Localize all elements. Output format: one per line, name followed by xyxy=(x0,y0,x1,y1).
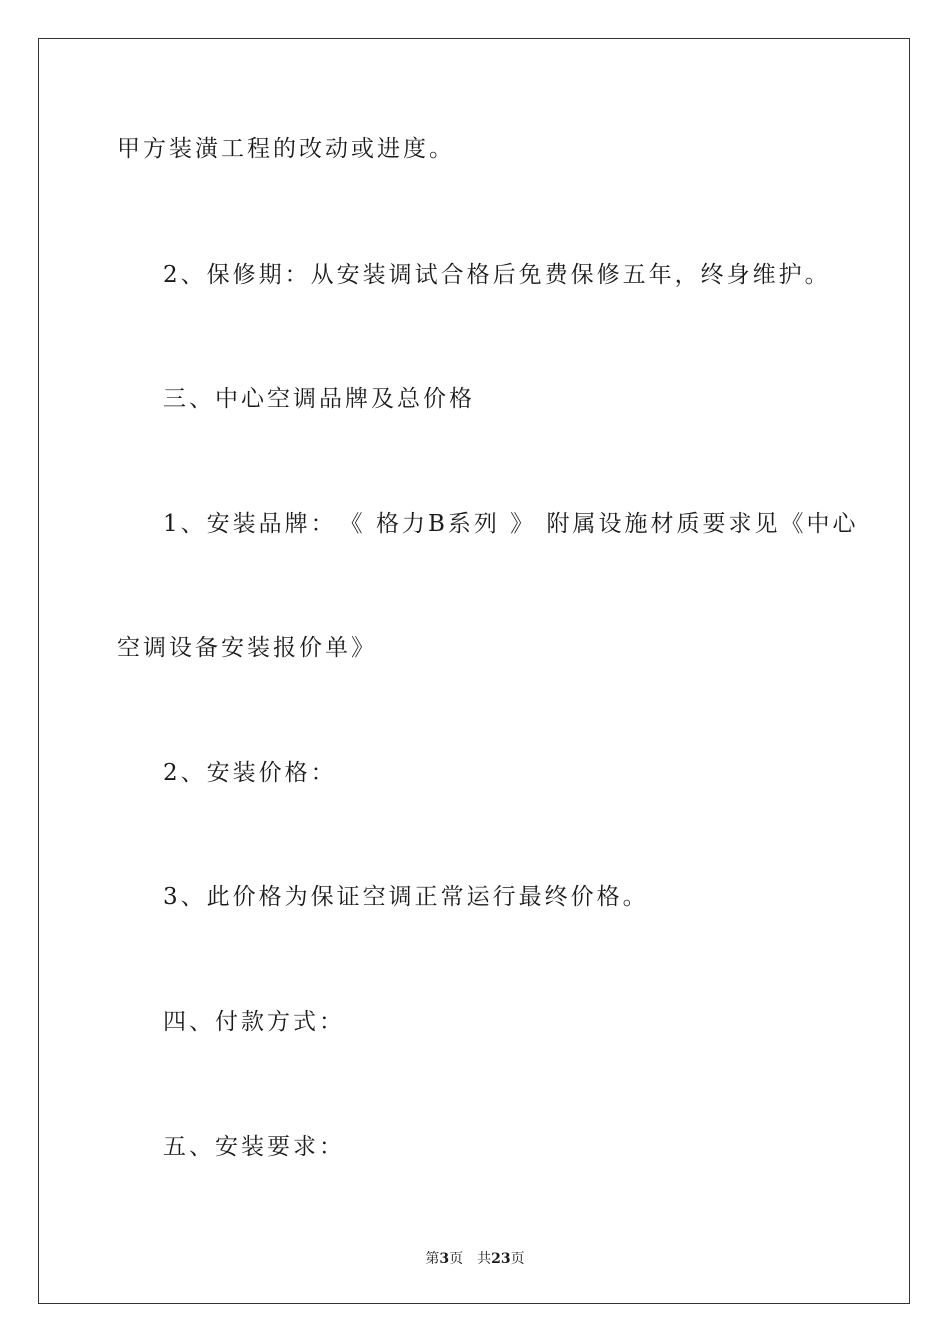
text-line-warranty: 2、保修期：从安装调试合格后免费保修五年，终身维护。 xyxy=(163,262,831,288)
page-footer xyxy=(0,1248,950,1268)
footer-total-unit: 页 xyxy=(510,1251,525,1267)
text-line-quote-sheet: 空调设备安装报价单》 xyxy=(117,635,377,661)
text-line-install-price: 2、安装价格： xyxy=(163,760,337,786)
section-heading-brand-price: 三、中心空调品牌及总价格 xyxy=(163,386,475,412)
footer-current-page: 3 xyxy=(439,1251,450,1267)
page-border xyxy=(38,38,910,1304)
footer-page-unit: 页 xyxy=(449,1251,464,1267)
footer-total-prefix: 共 xyxy=(477,1251,492,1267)
section-heading-payment: 四、付款方式： xyxy=(163,1009,345,1035)
text-line-install-brand: 1、安装品牌： 《 格力B系列 》 附属设施材质要求见《中心 xyxy=(163,511,859,537)
text-line-final-price: 3、此价格为保证空调正常运行最终价格。 xyxy=(163,884,649,910)
text-line-continuation: 甲方装潢工程的改动或进度。 xyxy=(117,136,455,162)
section-heading-install-requirements: 五、安装要求： xyxy=(163,1134,345,1160)
footer-total-pages: 23 xyxy=(491,1251,511,1267)
footer-prefix: 第 xyxy=(425,1251,440,1267)
